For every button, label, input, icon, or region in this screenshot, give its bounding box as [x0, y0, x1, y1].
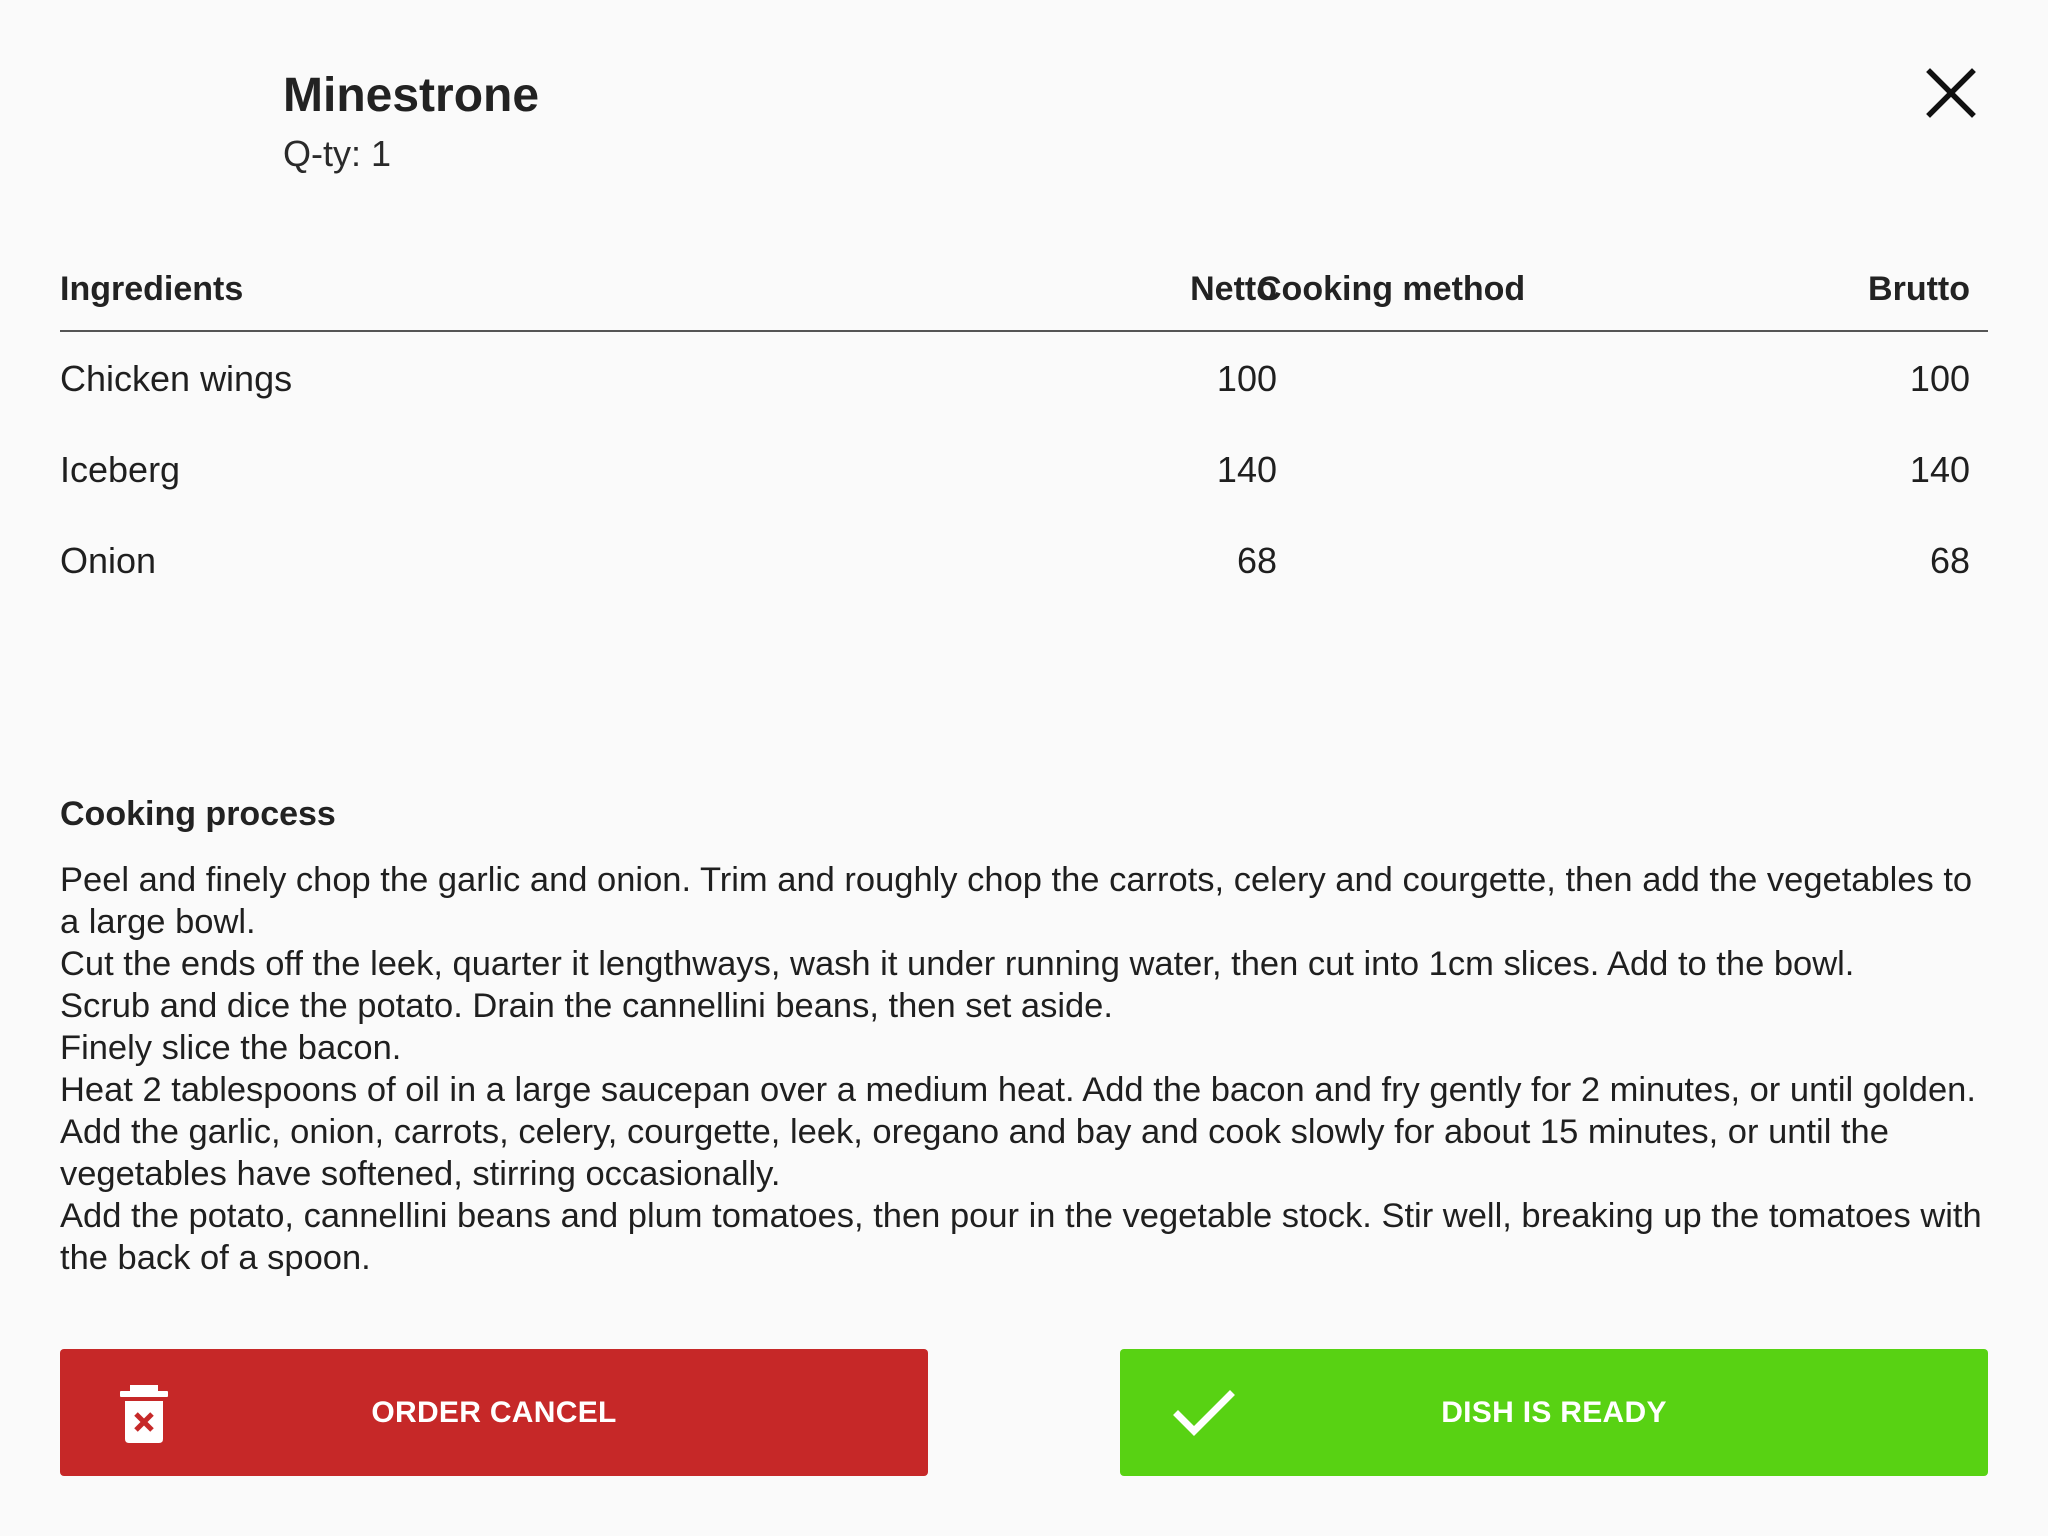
dish-ready-button[interactable] [1120, 1349, 1988, 1476]
dish-ready-label: DISH IS READY [1441, 1395, 1667, 1429]
ingredient-name: Onion [60, 540, 157, 581]
table-row [60, 332, 1988, 423]
table-row [60, 514, 1988, 605]
header-brutto: Brutto [1868, 270, 1970, 308]
dish-title: Minestrone [283, 69, 540, 122]
ingredient-brutto: 140 [1909, 449, 1970, 490]
ingredient-name: Chicken wings [60, 358, 293, 399]
ingredient-brutto: 100 [1909, 358, 1970, 399]
ingredient-netto: 68 [1236, 540, 1277, 581]
dish-quantity: Q-ty: 1 [283, 133, 392, 174]
close-icon [1924, 66, 1978, 120]
table-row [60, 423, 1988, 514]
ingredients-table [60, 252, 1988, 605]
ingredient-netto: 140 [1216, 449, 1277, 490]
header-cooking-method: Cooking method [1257, 270, 1526, 308]
ingredient-netto: 100 [1216, 358, 1277, 399]
order-cancel-button[interactable] [60, 1349, 928, 1476]
cooking-process-title: Cooking process [60, 795, 336, 833]
ingredient-brutto: 68 [1929, 540, 1970, 581]
ingredient-name: Iceberg [60, 449, 181, 490]
header-netto: Netto [1190, 270, 1277, 308]
cooking-process-text[interactable]: Peel and finely chop the garlic and onion. Trim and roughly chop the carrots, celery and courgette, then add the vegetables to a large bowl. Cut the ends off the leek, quarter it lengthways, wash it under running water, then cut into 1cm slices. Add to the bowl. Scrub and dice the potato. Drain the cannellini beans, then set aside. Finely slice the bacon. Heat 2 tablespoons of oil in a large saucepan over a medium heat. Add the bacon and fry gently for 2 minutes, or until golden. Add the garlic, onion, carrots, celery, courgette, leek, oregano and bay and cook slowly for about 15 minutes, or until the vegetables have softened, stirring occasionally. Add the potato, cannellini beans and plum tomatoes, then pour in the vegetable stock. Stir well, breaking up the tomatoes with the back of a spoon. [60, 861, 1982, 1277]
close-button[interactable] [1924, 66, 1978, 120]
table-header [60, 252, 1988, 332]
order-cancel-label: ORDER CANCEL [371, 1395, 617, 1429]
header-ingredients: Ingredients [60, 270, 244, 308]
